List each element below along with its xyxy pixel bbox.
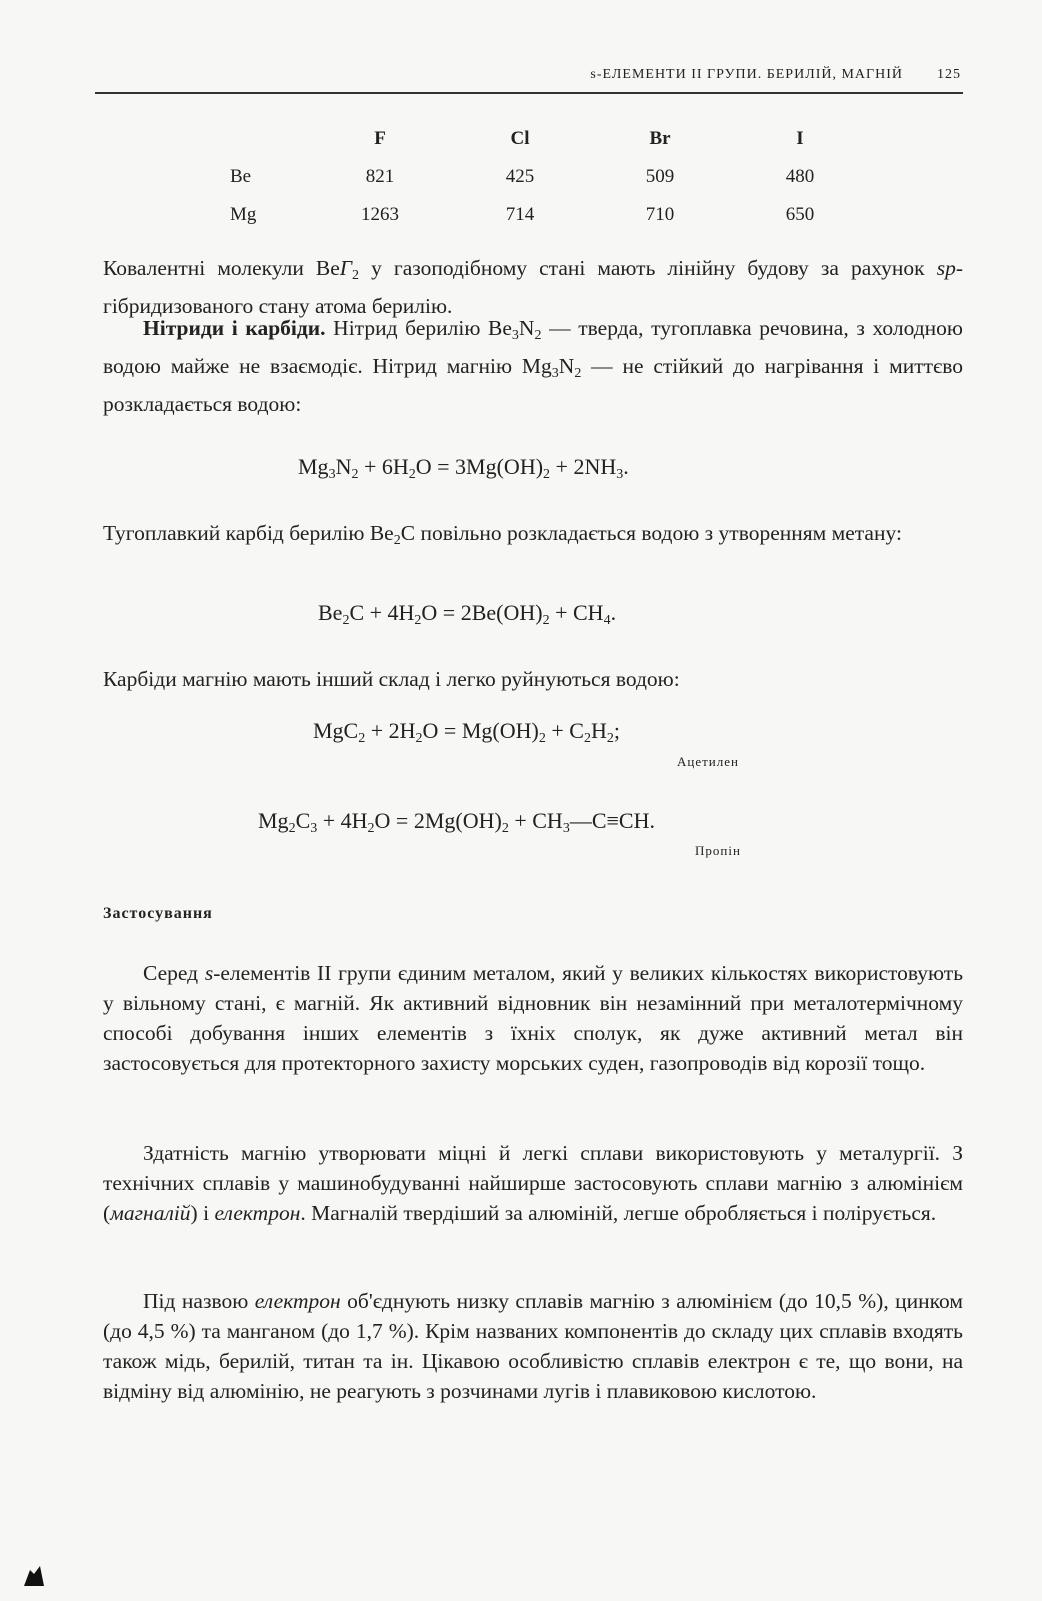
bond-energy-table: [210, 120, 870, 234]
table-cell: 650: [785, 204, 815, 225]
table-cell: 509: [645, 166, 675, 187]
paragraph-application-3: Під назвою електрон об'єднують низку сплавів магнію з алюмінієм (до 10,5 %), цинком (до 4,5 %) та манганом (до 1,7 %). Крім названих компонентів до складу цих сплавів входять також мідь, берилій, титан та ін. Цікавою особливістю сплавів електрон є те, що вони, на відміну від алюмінію, не реагують з розчинами лугів і плавиковою кислотою.: [103, 1289, 963, 1403]
running-title: s-ЕЛЕМЕНТИ II ГРУПИ. БЕРИЛІЙ, МАГНІЙ: [590, 67, 903, 82]
paragraph-application-1: Серед s-елементів II групи єдиним металом, який у великих кількостях використовують у вільному стані, є магній. Як активний відновник він незамінний при металотермічному способі добування інших елементів з їхніх сполук, як дуже активний метал він застосовується для протекторного захисту морських суден, газопроводів від корозії тощо.: [103, 961, 964, 1075]
table-cell: 425: [505, 166, 535, 187]
table-row: [210, 158, 870, 196]
acetylene-label: Ацетилен: [677, 754, 739, 769]
table-cell: 480: [785, 166, 815, 187]
paragraph-nitrides: Нітриди і карбіди. Нітрид берилію $Be_3N_2$ — тверда, тугоплавка речовина, з холодною водою майже не взаємодіє. Нітрид магнію $Mg_3N_2$ — не стійкий до нагрівання і миттєво розкладається водою:: [103, 316, 963, 416]
row-label: Mg: [230, 204, 257, 225]
table-header-row: [210, 120, 870, 158]
subheading-nitrides: Нітриди і карбіди.: [143, 316, 326, 340]
equation-mg2c3: $Mg_2C_3 + 4H_2O = 2Mg(OH)_2$ + $CH_3—C\equiv CH$.: [258, 808, 655, 836]
table-cell: 1263: [361, 204, 399, 225]
paragraph-mg-carbides: Карбіди магнію мають інший склад і легко руйнуються водою:: [103, 667, 680, 691]
page-number: 125: [937, 67, 961, 82]
column-header: F: [374, 128, 386, 149]
table-cell: 710: [645, 204, 675, 225]
equation-be-carbide: $Be_2C + 4H_2O = 2Be(OH)_2 + CH_4$.: [318, 600, 617, 628]
table-row: [210, 196, 870, 234]
column-header: I: [796, 128, 804, 149]
page-header: [95, 62, 963, 94]
page-corner-mark: [22, 1560, 44, 1586]
section-title: Застосування: [103, 905, 213, 922]
row-label: Be: [230, 166, 252, 187]
paragraph-application-2: Здатність магнію утворювати міцні й легкі сплави використовують у металургії. З технічних сплавів у машинобудуванні найширше застосовують сплави магнію з алюмінієм (магналій) і електрон. Магналій твердіший за алюміній, легше обробляється і полірується.: [103, 1141, 963, 1225]
equation-mgc2: $MgC_2 + 2H_2O = Mg(OH)_2 + C_2H_2$;: [313, 718, 620, 746]
propyne-label: Пропін: [695, 843, 741, 858]
table-cell: 714: [505, 204, 535, 225]
column-header: Cl: [510, 128, 530, 149]
paragraph-covalent: Ковалентні молекули BeГ$_2$ у газоподібному стані мають лінійну будову за рахунок sp-гібридизованого стану атома берилію.: [103, 256, 963, 318]
table-cell: 821: [365, 166, 395, 187]
paragraph-be-carbide: Тугоплавкий карбід берилію $Be_2C$ повільно розкладається водою з утворенням метану:: [103, 521, 902, 548]
column-header: Br: [649, 128, 671, 149]
equation-nitride-hydrolysis: $Mg_3N_2 + 6H_2O = 3Mg(OH)_2 + 2NH_3$.: [298, 454, 629, 482]
